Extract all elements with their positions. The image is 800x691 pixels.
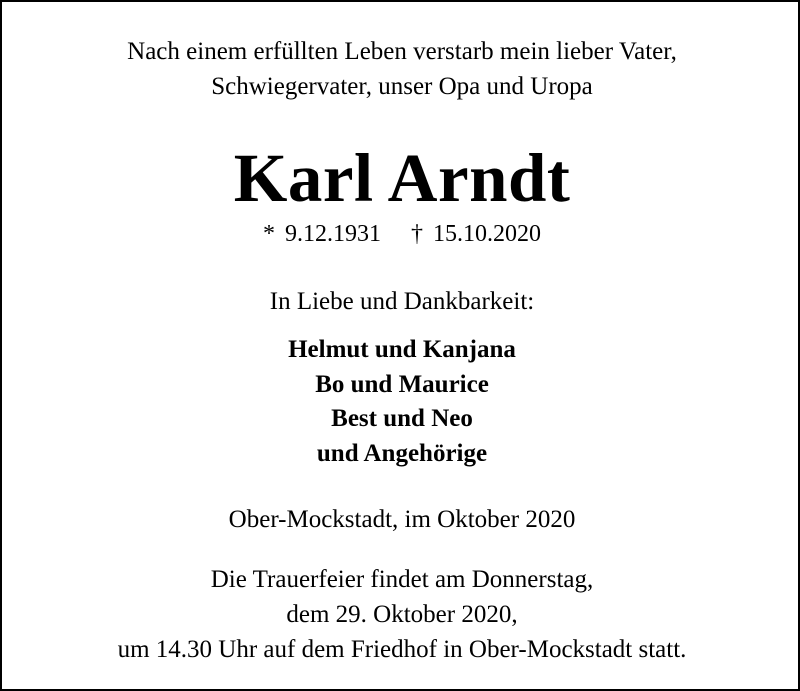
family-member: Helmut und Kanjana — [288, 336, 516, 363]
birth-symbol: * — [263, 221, 275, 247]
funeral-line-1: Die Trauerfeier findet am Donnerstag, — [210, 566, 594, 593]
life-dates — [2, 222, 800, 246]
family-member: Bo und Maurice — [315, 371, 489, 398]
family-member: Best und Neo — [331, 405, 473, 432]
place-date-line: Ober-Mockstadt, im Oktober 2020 — [228, 506, 576, 533]
funeral-line-2: dem 29. Oktober 2020, — [286, 601, 518, 628]
family-member: und Angehörige — [316, 440, 488, 467]
intro-line-2: Schwiegervater, unser Opa und Uropa — [211, 73, 593, 100]
birth-date: 9.12.1931 — [285, 221, 381, 247]
intro-line-1: Nach einem erfüllten Leben verstarb mein lieber Vater, — [127, 38, 677, 65]
deceased-name: Karl Arndt — [233, 140, 571, 216]
death-symbol: † — [411, 221, 423, 247]
funeral-line-3: um 14.30 Uhr auf dem Friedhof in Ober-Mockstadt statt. — [117, 636, 687, 663]
death-date: 15.10.2020 — [433, 221, 541, 247]
thanks-line: In Liebe und Dankbarkeit: — [269, 288, 535, 315]
